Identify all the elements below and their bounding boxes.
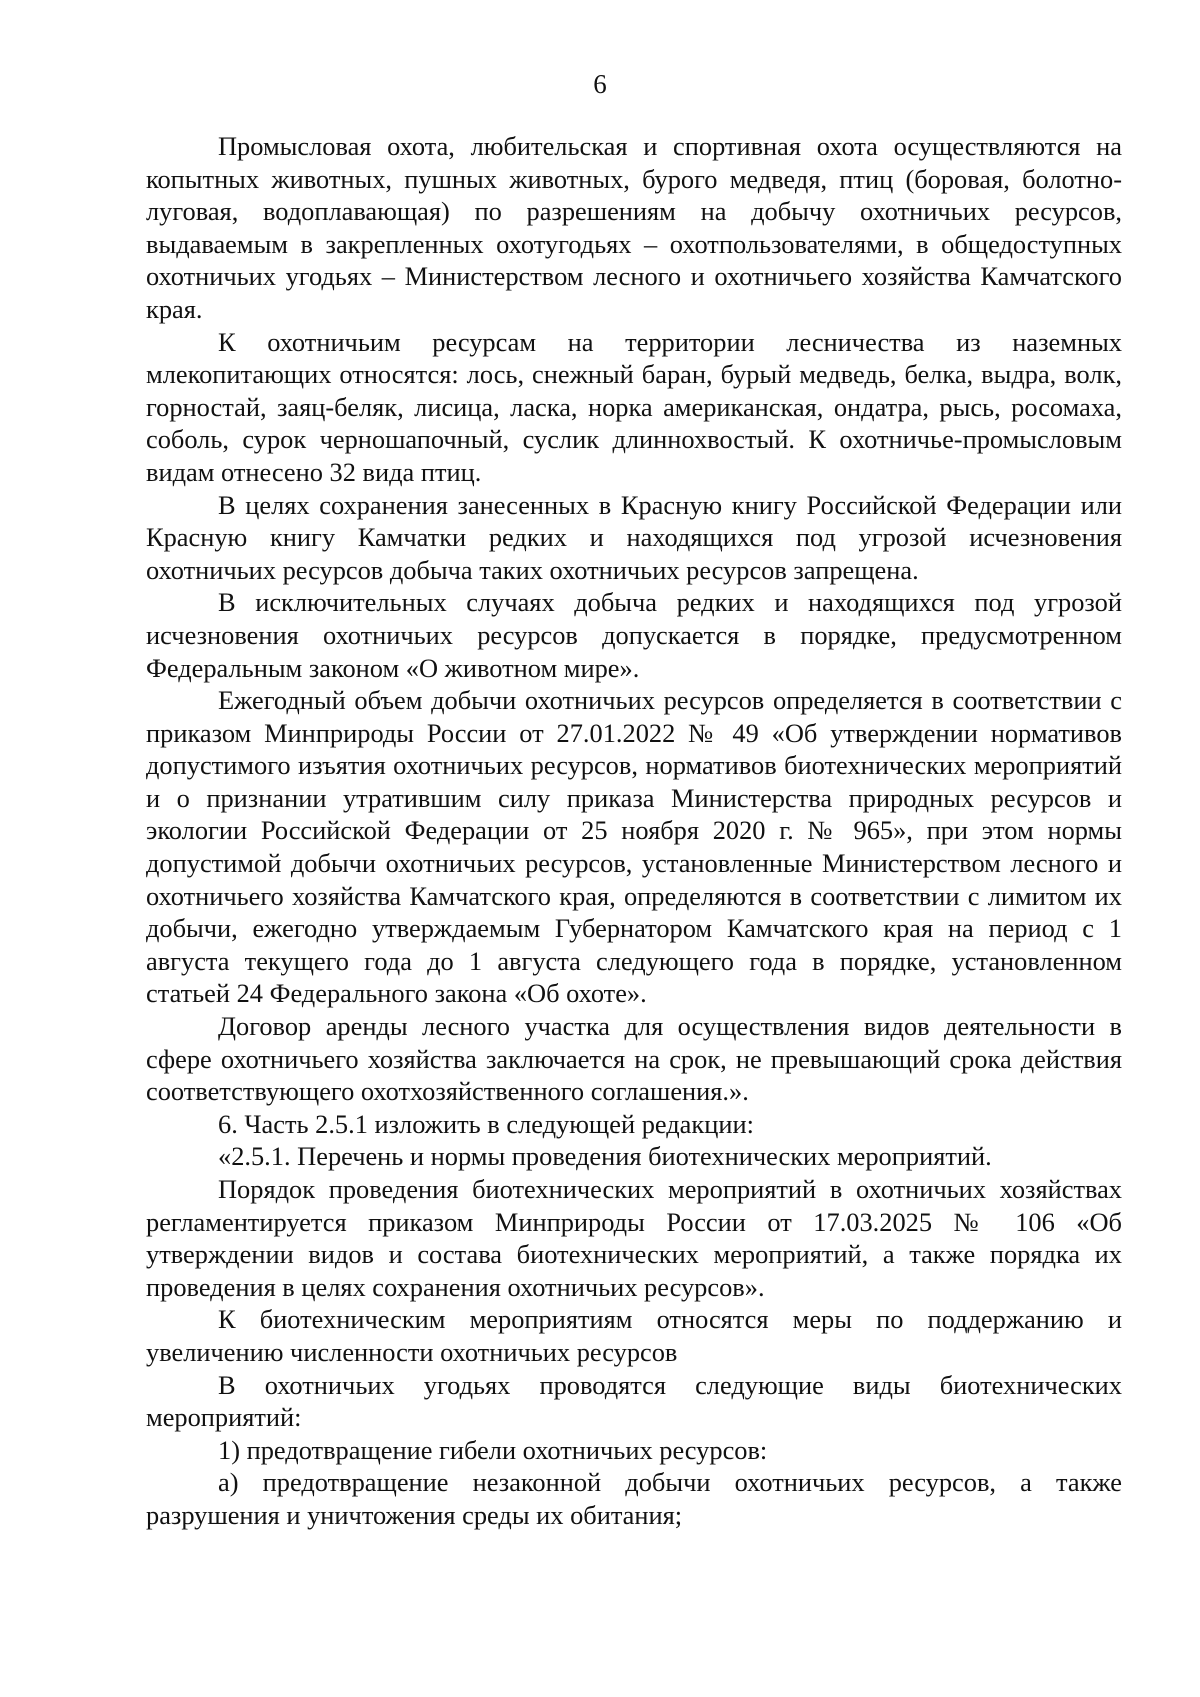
paragraph: 1) предотвращение гибели охотничьих ресурсов: <box>218 1434 768 1465</box>
paragraph: Промысловая охота, любительская и спортивная охота осуществляются на копытных животных, пушных животных, бурого медведя, птиц (боровая, болотно-луговая, водоплавающая) по разрешениям на добычу охотничьих ресурсов, выдаваемым в закрепленных охотугодьях – охотпользователями, в общедоступных охотничьих угодьях – Министерством лесного и охотничьего хозяйства Камчатского края. <box>146 131 1122 324</box>
page-number: 6 <box>593 69 607 99</box>
paragraph: Договор аренды лесного участка для осуществления видов деятельности в сфере охотничьего хозяйства заключается на срок, не превышающий срока действия соответствующего охотхозяйственного соглашения.». <box>146 1011 1122 1107</box>
paragraph: В охотничьих угодьях проводятся следующие виды биотехнических мероприятий: <box>146 1369 1122 1433</box>
paragraph: 6. Часть 2.5.1 изложить в следующей редакции: <box>218 1108 754 1139</box>
paragraph: К охотничьим ресурсам на территории лесничества из наземных млекопитающих относятся: лось, снежный баран, бурый медведь, белка, выдра, волк, горностай, заяц-беляк, лисица, ласка, норка американская, ондатра, рысь, росомаха, соболь, сурок черношапочный, суслик длиннохвостый. К охотничье-промысловым видам отнесено 32 вида птиц. <box>146 326 1122 487</box>
paragraph: К биотехническим мероприятиям относятся меры по поддержанию и увеличению численности охотничьих ресурсов <box>146 1304 1122 1367</box>
paragraph: В исключительных случаях добыча редких и находящихся под угрозой исчезновения охотничьих ресурсов допускается в порядке, предусмотренном Федеральным законом «О животном мире». <box>146 587 1122 683</box>
paragraph: а) предотвращение незаконной добычи охотничьих ресурсов, а также разрушения и уничтожения среды их обитания; <box>146 1467 1122 1530</box>
paragraph: «2.5.1. Перечень и нормы проведения биотехнических мероприятий. <box>218 1141 992 1172</box>
document-body <box>146 130 1122 1532</box>
paragraph: Ежегодный объем добычи охотничьих ресурсов определяется в соответствии с приказом Минприроды России от 27.01.2022 № 49 «Об утверждении нормативов допустимого изъятия охотничьих ресурсов, нормативов биотехнических мероприятий и о признании утратившим силу приказа Министерства природных ресурсов и экологии Российской Федерации от 25 ноября 2020 г. № 965», при этом нормы допустимой добычи охотничьих ресурсов, установленные Министерством лесного и охотничьего хозяйства Камчатского края, определяются в соответствии с лимитом их добычи, ежегодно утверждаемым Губернатором Камчатского края на период с 1 августа текущего года до 1 августа следующего года в порядке, установленном статьей 24 Федерального закона «Об охоте». <box>146 685 1122 1009</box>
paragraph: Порядок проведения биотехнических мероприятий в охотничьих хозяйствах регламентируется приказом Минприроды России от 17.03.2025 № 106 «Об утверждении видов и состава биотехнических мероприятий, а также порядка их проведения в целях сохранения охотничьих ресурсов». <box>146 1174 1122 1302</box>
paragraph: В целях сохранения занесенных в Красную книгу Российской Федерации или Красную книгу Камчатки редких и находящихся под угрозой исчезновения охотничьих ресурсов добыча таких охотничьих ресурсов запрещена. <box>146 489 1122 585</box>
